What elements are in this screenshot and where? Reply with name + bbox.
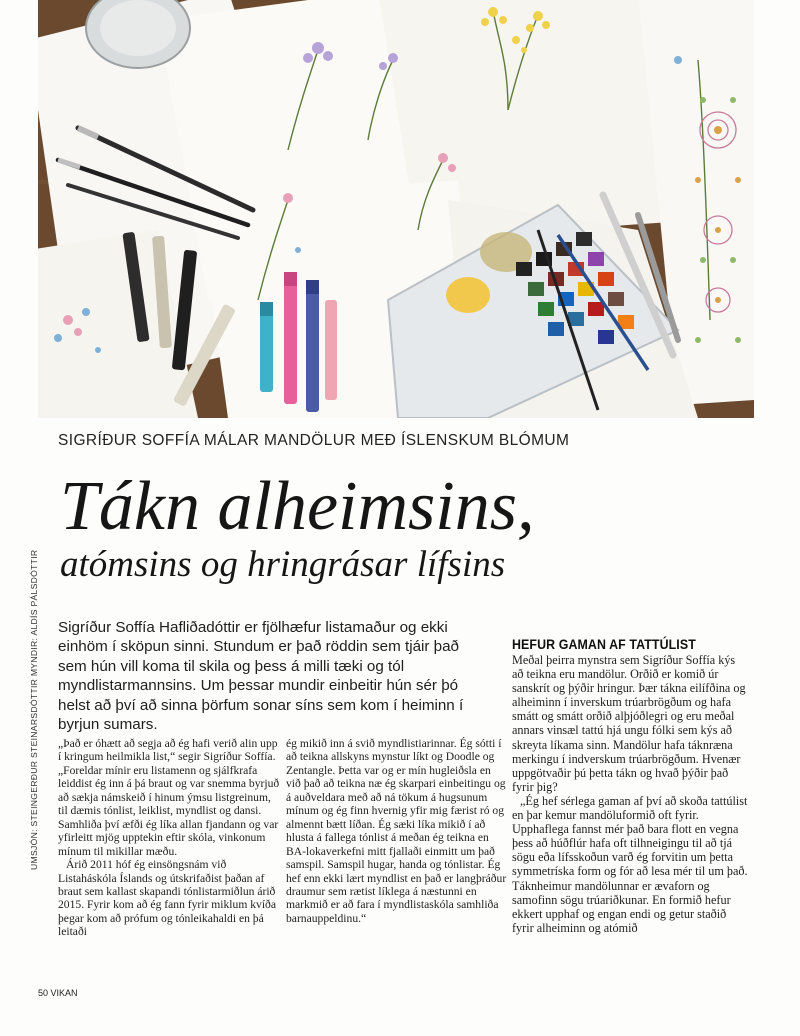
photo-credit: UMSJÓN: STEINGERÐUR STEINARSDÓTTIR MYNDIR: ALDÍS PÁLSDÓTTIR — [29, 549, 39, 870]
body-paragraph: Meðal þeirra mynstra sem Sigríður Soffía kýs að teikna eru mandölur. Orðið er komið úr sanskrít og þýðir hringur. Þær tákna eilífðina og alheiminn í inverskum trúarbrögðum og hafa smátt og smátt orðið alþjóðlegri og eru meðal annars vinsæl tattú hjá ungu fólki sem kýs að skreyta líkama sinn. Mandölur hafa táknræna merkingu í indverskum trúarbrögðum. Hvenær uppgötvaðir þú þetta tákn og hvað þýðir það fyrir þig? — [512, 653, 746, 794]
body-column-2 — [286, 737, 508, 925]
body-paragraph: „Það er óhætt að segja að ég hafi verið alin upp í kringum heilmikla list,“ segir Sigríður Soffía. „Foreldar mínir eru listamenn og sjálfkrafa leiddist ég inn á þá braut og var snemma byrjuð að sækja námskeið í hinum ýmsu listgreinum, til dæmis tónlist, leiklist, myndlist og dansi. Samhliða því æfði ég líka allan fjandann og var yfirleitt mjög upptekin eftir skóla, vinkonum mínum til mikillar mæðu. — [58, 737, 280, 858]
body-paragraph: ég mikið inn á svið myndlistiarinnar. Ég sótti í að teikna allskyns mynstur líkt og Doodle og Zentangle. Þetta var og er mín hugleiðsla en við það að teikna næ ég skarpari einbeitingu og á auðveldara með að ná tökum á hugsunum mínum og ég finn hvernig yfir mig færist ró og almennt bætt líðan. Ég sæki líka mikið í að hlusta á fallega tónlist á meðan ég teikna en BA-lokaverkefni mitt fjallaði einmitt um það samspil. Samspil hugar, handa og tónlistar. Ég hef enn ekki lært myndlist en það er langþráður draumur sem rætist líklega á næstunni en markmið er að fara í myndlistaskóla samhliða barnauppeldinu.“ — [286, 737, 507, 925]
sidebar-column — [512, 637, 748, 935]
body-paragraph: Árið 2011 hóf ég einsöngsnám við Listaháskóla Íslands og útskrifaðist þaðan af braut sem kallast skapandi tónlistarmiðlun árið 2015. Fyrir kom að ég fann fyrir miklum kvíða þegar kom að prófum og tónleikahaldi en þá leitaði — [58, 858, 276, 939]
magazine-name: VIKAN — [50, 988, 78, 998]
body-column-1 — [58, 737, 280, 939]
hero-illustration — [38, 0, 754, 418]
article-kicker: SIGRÍÐUR SOFFÍA MÁLAR MANDÖLUR MEÐ ÍSLENSKUM BLÓMUM — [58, 432, 570, 449]
body-paragraph: „Ég hef sérlega gaman af því að skoða tattúlist en þar kemur mandöluformið oft fyrir. Upphaflega fannst mér það bara flott en vegna þess að húðflúr hafa oft tilhneigingu til að tjá sögu eða lífsskoðun varð ég forvitin um þetta symmetríska form og fór að lesa mér til um það. Táknheimur mandölunnar er ævaforn og samofinn sögu trúariðkunar. En formið hefur ekkert upphaf og engan endi og getur staðið fyrir alheiminn og atómið — [512, 793, 748, 935]
hero-photo — [38, 0, 754, 418]
page-number: 50 — [38, 988, 49, 998]
article-title: Tákn alheimsins, — [60, 468, 535, 545]
page-footer — [38, 988, 78, 998]
section-heading: HEFUR GAMAN AF TATTÚLIST — [512, 637, 696, 653]
article-lead: Sigríður Soffía Hafliðadóttir er fjölhæfur listamaður og ekki einhöm í sköpun sinni. Stundum er það röddin sem tjáir það sem hún vill koma til skila og þess á milli tæki og tól myndlistarmannsins. Um þessar mundir einbeitir hún sér þó helst að því að sinna þörfum sonar síns sem kom í heiminn í byrjun sumars. — [58, 619, 464, 734]
article-subtitle: atómsins og hringrásar lífsins — [60, 544, 506, 585]
